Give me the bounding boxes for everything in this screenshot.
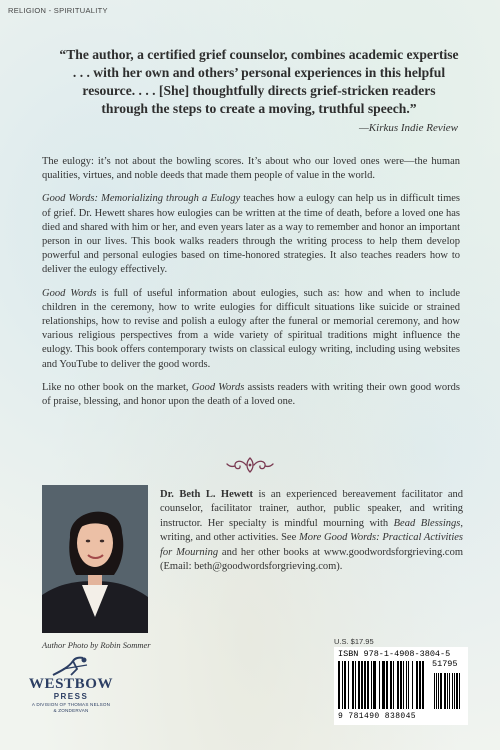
publisher-emblem-icon — [51, 655, 91, 677]
paragraph-text: teaches how a eulogy can help us in difficult times of grief. Dr. Hewett shares how eulogies can be written at the time of death, before a loved one has died and shared with him or her, and even years later as a way to remember and honor an important person in our lives. This book walks readers through the writing process to help them develop powerful and personal eulogies based on time-honored strategies. It also teaches readers how to deliver the eulogy effectively. — [42, 193, 460, 276]
author-bio — [160, 488, 463, 574]
description-paragraph-2 — [42, 192, 460, 277]
paragraph-text: assists readers with writing their own good words of praise, blessing, and honor upon the death of a loved one. — [42, 381, 460, 408]
publisher-logo — [12, 655, 130, 714]
bio-book-title: Bead Blessings — [393, 517, 461, 529]
publisher-tagline: A DIVISION OF THOMAS NELSON — [31, 702, 111, 707]
paragraph-text: is full of useful information about eulogies, such as: how and when to include children in the ceremony, how to write eulogies for difficult situations like suicide or strained relationships, how to revise and polish a eulogy after the funeral or memorial ceremony, and how various religious perspectives from a wide variety of spiritual traditions might influence the eulogy. This book offers contemporary twists on classical eulogy writing, including using websites and YouTube to deliver the good words. — [42, 287, 460, 370]
publisher-name: WESTBOW — [28, 676, 114, 692]
photo-caption: Author Photo by Robin Sommer — [42, 640, 151, 650]
book-title-short: Good Words — [42, 287, 97, 299]
bio-text: is an experienced bereavement facilitator and counselor, facilitator trainer, author, public speaker, and writing instructor. Her specialty is mindful mourning with — [160, 489, 463, 529]
review-quote: “The author, a certified grief counselor, combines academic expertise . . . with her own and others’ personal experiences in this helpful resource. . . . [She] thoughtfully directs grief-stricken readers through the steps to create a moving, truthful speech.” — [59, 47, 459, 116]
bio-text: and her other books at www.goodwordsforgrieving.com (Email: beth@goodwordsforgrieving.com). — [160, 546, 463, 573]
author-photo — [42, 485, 148, 633]
barcode-addon-number: 51795 — [432, 659, 458, 669]
isbn-label: ISBN 978-1-4908-3804-5 — [338, 649, 451, 659]
barcode-box — [334, 647, 468, 725]
book-title-short: Good Words — [191, 381, 245, 393]
paragraph-text: Like no other book on the market, — [42, 381, 192, 393]
author-name: Dr. Beth L. Hewett — [160, 489, 253, 500]
book-description — [42, 155, 460, 418]
book-title: Good Words: Memorializing through a Eulogy — [42, 193, 241, 205]
bio-text: , writing, and other activities. See — [160, 517, 463, 544]
category-label: RELIGION - SPIRITUALITY — [8, 6, 108, 15]
description-paragraph-3 — [42, 287, 460, 372]
ean-number: 9 781490 838045 — [338, 712, 417, 721]
price-label: U.S. $17.95 — [334, 637, 374, 646]
publisher-sub: PRESS — [53, 692, 89, 701]
description-paragraph-1: The eulogy: it’s not about the bowling scores. It’s about who our loved ones were—the human qualities, virtues, and noble deeds that made them people of value in the world. — [42, 156, 460, 182]
bio-book-title: More Good Words: Practical Activities for Mourning — [160, 532, 463, 558]
description-paragraph-4 — [42, 381, 460, 409]
review-source: —Kirkus Indie Review — [359, 122, 458, 134]
flourish-ornament-icon — [226, 456, 274, 474]
publisher-tagline: & ZONDERVAN — [53, 708, 89, 713]
